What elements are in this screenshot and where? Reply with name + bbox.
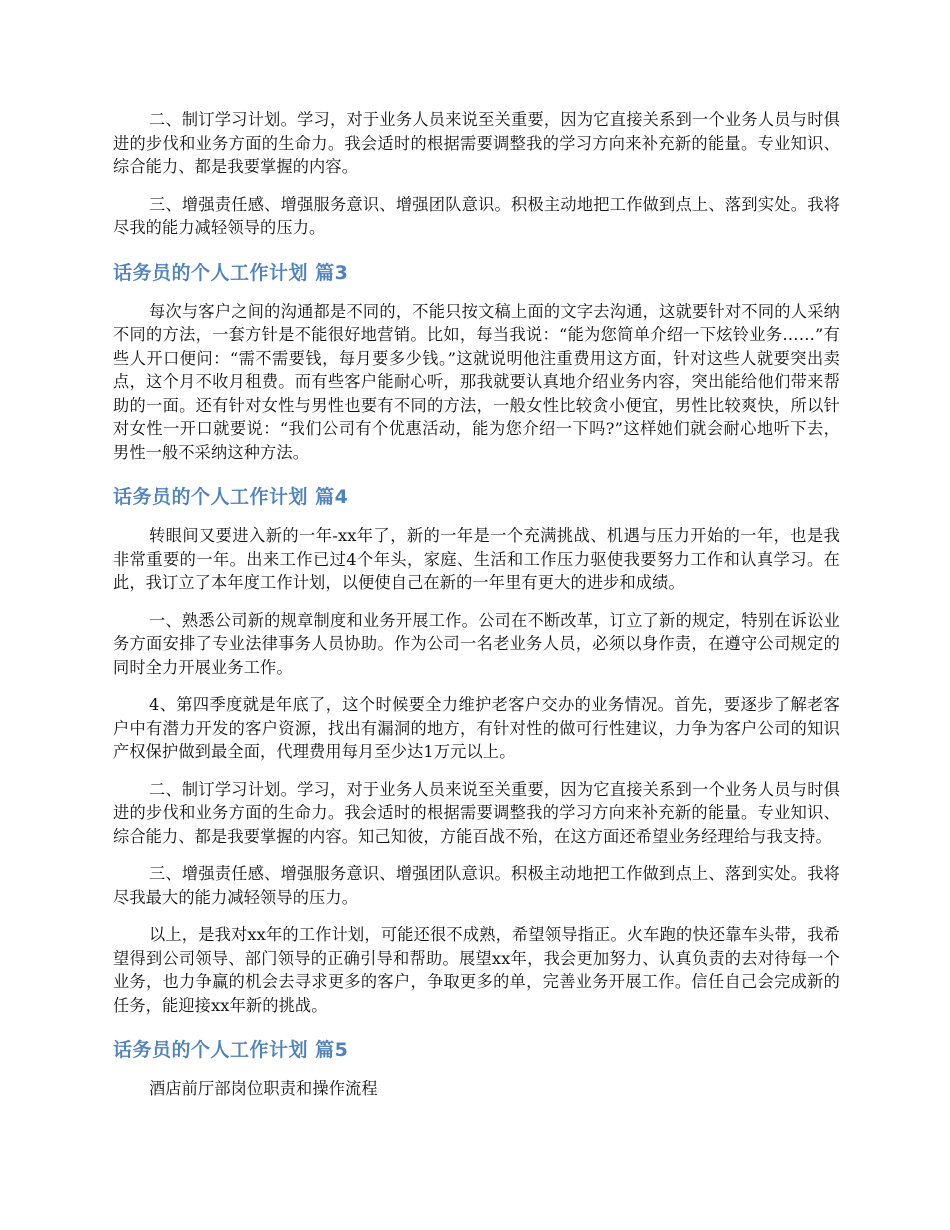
section-heading-text: 话务员的个人工作计划 篇5 [113,1039,349,1061]
section-heading [113,1037,840,1063]
body-paragraph: 酒店前厅部岗位职责和操作流程 [149,1079,378,1098]
document-body [113,108,840,1115]
body-paragraph: 二、制订学习计划。学习，对于业务人员来说至关重要，因为它直接关系到一个业务人员与时俱进的步伐和业务方面的生命力。我会适时的根据需要调整我的学习方向来补充新的能量。专业知识、综合能力、都是我要掌握的内容。 [113,110,840,176]
section-heading-text: 话务员的个人工作计划 篇4 [113,486,349,508]
body-paragraph: 三、增强责任感、增强服务意识、增强团队意识。积极主动地把工作做到点上、落到实处。我将尽我最大的能力减轻领导的压力。 [113,864,840,907]
section-heading [113,484,840,510]
body-paragraph: 以上，是我对xx年的工作计划，可能还很不成熟，希望领导指正。火车跑的快还靠车头带，我希望得到公司领导、部门领导的正确引导和帮助。展望xx年，我会更加努力、认真负责的去对待每一个业务，也力争赢的机会去寻求更多的客户，争取更多的单，完善业务开展工作。信任自己会完成新的任务，能迎接xx年新的挑战。 [113,925,840,1015]
section-heading [113,260,840,286]
body-paragraph: 4、第四季度就是年底了，这个时候要全力维护老客户交办的业务情况。首先，要逐步了解老客户中有潜力开发的客户资源，找出有漏洞的地方，有针对性的做可行性建议，力争为客户公司的知识产权保护做到最全面，代理费用每月至少达1万元以上。 [113,695,840,761]
body-paragraph: 转眼间又要进入新的一年-xx年了，新的一年是一个充满挑战、机遇与压力开始的一年，也是我非常重要的一年。出来工作已过4个年头，家庭、生活和工作压力驱使我要努力工作和认真学习。在此，我订立了本年度工作计划，以便使自己在新的一年里有更大的进步和成绩。 [113,526,840,592]
body-paragraph: 二、制订学习计划。学习，对于业务人员来说至关重要，因为它直接关系到一个业务人员与时俱进的步伐和业务方面的生命力。我会适时的根据需要调整我的学习方向来补充新的能量。专业知识、综合能力、都是我要掌握的内容。知己知彼，方能百战不殆，在这方面还希望业务经理给与我支持。 [113,779,840,846]
body-paragraph: 一、熟悉公司新的规章制度和业务开展工作。公司在不断改革，订立了新的规定，特别在诉讼业务方面安排了专业法律事务人员协助。作为公司一名老业务人员，必须以身作责，在遵守公司规定的同时全力开展业务工作。 [113,610,840,677]
section-heading-text: 话务员的个人工作计划 篇3 [113,261,349,284]
body-paragraph: 每次与客户之间的沟通都是不同的，不能只按文稿上面的文字去沟通，这就要针对不同的人采纳不同的方法，一套方针是不能很好地营销。比如，每当我说：“能为您简单介绍一下炫铃业务……”有些人开口便问：“需不需要钱，每月要多少钱。”这就说明他注重费用这方面，针对这些人就要突出卖点，这个月不收月租费。而有些客户能耐心听，那我就要认真地介绍业务内容，突出能给他们带来帮助的一面。还有针对女性与男性也要有不同的方法，一般女性比较贪小便宜，男性比较爽快，所以针对女性一开口就要说：“我们公司有个优惠活动，能为您介绍一下吗?”这样她们就会耐心地听下去，男性一般不采纳这种方法。 [113,301,840,462]
body-paragraph: 三、增强责任感、增强服务意识、增强团队意识。积极主动地把工作做到点上、落到实处。我将尽我的能力减轻领导的压力。 [113,194,840,237]
